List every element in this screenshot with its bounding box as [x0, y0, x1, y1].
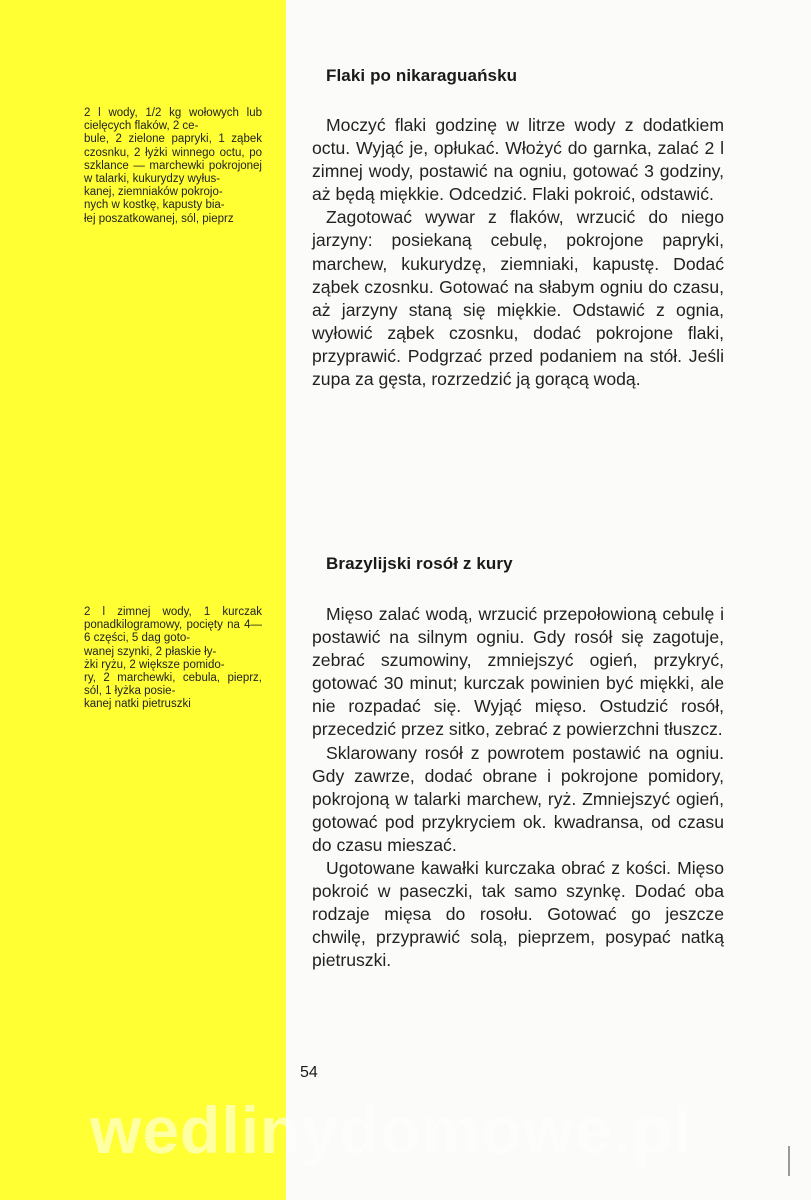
ingredients-list-flaki: 2 l wody, 1/2 kg wołowych lub cielęcych flaków, 2 ce- bule, 2 zielone papryki, 1 ząbek czosnku, 2 łyżki winnego octu, po szklance — marchewki pokrojonej w talarki, kukurydzy wyłus- kanej, ziemniaków pokrojo- nych w kostkę, kapusty bia- łej poszatkowanej, sól, pieprz — [84, 107, 262, 225]
paragraph: Ugotowane kawałki kurczaka obrać z kości. Mięso pokroić w paseczki, tak samo szynkę. Dodać oba rodzaje mięsa do rosołu. Gotować go jeszcze chwilę, przyprawić solą, pieprzem, posypać natką pietruszki. — [312, 858, 724, 971]
page-number: 54 — [300, 1064, 318, 1081]
paragraph: Sklarowany rosół z powrotem postawić na ogniu. Gdy zawrze, dodać obrane i pokrojone pomidory, pokrojoną w talarki marchew, ryż. Zmniejszyć ogień, gotować pod przykryciem ok. kwadransa, od czasu do czasu mieszać. — [312, 742, 724, 855]
page-edge-mark — [788, 1146, 790, 1176]
paragraph: Zagotować wywar z flaków, wrzucić do niego jarzyny: posiekaną cebulę, pokrojone papryki, marchew, kukurydzę, ziemniaki, kapustę. Dodać ząbek czosnku. Gotować na słabym ogniu do czasu, aż jarzyny staną się miękkie. Odstawić z ognia, wyłowić ząbek czosnku, dodać pokrojone flaki, przyprawić. Podgrzać przed podaniem na stół. Jeśli zupa za gęsta, rozrzedzić ją gorącą wodą. — [312, 207, 724, 390]
ingredients-list-rosol: 2 l zimnej wody, 1 kurczak ponadkilogramowy, pocięty na 4—6 części, 5 dag goto- wanej szynki, 2 płaskie ły- żki ryżu, 2 większe pomido- ry, 2 marchewki, cebula, pieprz, sól, 1 łyżka posie- kanej natki pietruszki — [84, 606, 262, 711]
recipe-body-flaki — [312, 114, 724, 391]
recipe-title-rosol: Brazylijski rosół z kury — [326, 554, 513, 573]
recipe-title-flaki: Flaki po nikaraguańsku — [326, 66, 518, 85]
recipe-body-rosol — [312, 603, 724, 973]
paragraph: Mięso zalać wodą, wrzucić przepołowioną cebulę i postawić na silnym ogniu. Gdy rosół się zagotuje, zebrać szumowiny, zmniejszyć ogień, przykryć, gotować 30 minut; kurczak powinien być miękki, ale nie rozpadać się. Wyjąć mięso. Ostudzić rosół, przecedzić przez sitko, zebrać z powierzchni tłuszcz. — [312, 604, 724, 740]
watermark: wedlinydomowe.pl — [90, 1093, 693, 1167]
paragraph: Moczyć flaki godzinę w litrze wody z dodatkiem octu. Wyjąć je, opłukać. Włożyć do garnka, zalać 2 l zimnej wody, postawić na ogniu, gotować 3 godziny, aż będą miękkie. Odcedzić. Flaki pokroić, odstawić. — [312, 115, 724, 205]
